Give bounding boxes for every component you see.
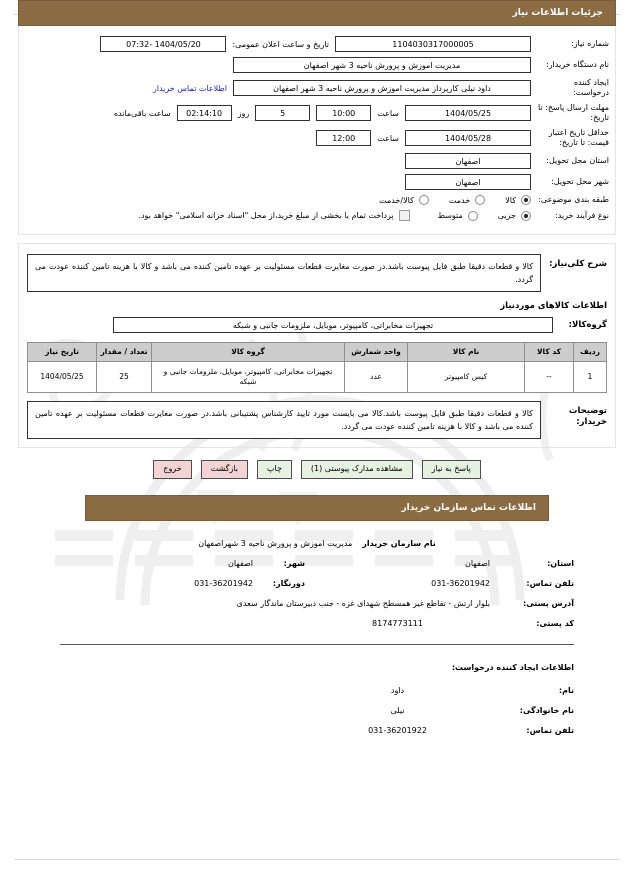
contact-org-value: مدیریت اموزش و پرورش ناحیه 3 شهراصفهان [198, 538, 353, 548]
classification-row [25, 195, 609, 205]
radio-kala-khedmat-label: کالا/خدمت [379, 195, 414, 205]
contact-fax-label: دورنگار: [272, 578, 305, 588]
contact-org-row [60, 539, 574, 548]
table-row[interactable] [28, 361, 607, 392]
buyer-org-value[interactable]: مدیریت اموزش و پرورش ناحیه 3 شهر اصفهان [233, 57, 531, 73]
deadline-hour[interactable]: 10:00 [316, 105, 371, 121]
creator-value[interactable]: داود نیلی کارپرداز مدیریت اموزش و پرورش ناحیه 3 شهر اصفهان [233, 80, 531, 96]
deadline-row [25, 103, 609, 123]
contact-phone-label: تلفن تماس: [526, 578, 574, 588]
contact-address-label: آدرس پستی: [523, 598, 574, 608]
contact-phone-value: 031-36201942 [431, 578, 490, 588]
summary-label: شرح کلی‌نیاز: [549, 259, 607, 269]
deadline-hour-label: ساعت [377, 108, 399, 118]
contact-address-value: بلوار ارتش - تقاطع غیر همسطح شهدای غزه - جنب دبیرستان ماندگار سعدی [236, 598, 490, 608]
city-label: شهر محل تحویل: [551, 177, 609, 186]
answer-need-button[interactable]: پاسخ به نیاز [422, 460, 481, 478]
remaining-days-unit: روز [237, 108, 250, 118]
exit-button[interactable]: خروج [153, 460, 191, 478]
city-value[interactable]: اصفهان [405, 174, 531, 190]
col-group: گروه کالا [152, 343, 345, 361]
announce-label: تاریخ و ساعت اعلان عمومی: [232, 39, 329, 49]
creator-label: ایجاد کننده درخواست: [573, 78, 609, 97]
radio-kala[interactable] [521, 195, 531, 205]
contact-postal-row [60, 619, 574, 628]
contact-postal-label: کد پستی: [536, 618, 574, 628]
cell-date: 1404/05/25 [28, 361, 97, 392]
radio-khedmat[interactable] [475, 195, 485, 205]
view-attachments-button[interactable]: مشاهده مدارک پیوستی (1) [301, 460, 413, 478]
remaining-time[interactable]: 02:14:10 [177, 105, 232, 121]
process-row [25, 210, 609, 221]
cell-code: -- [525, 361, 574, 392]
creator-phone-row [60, 726, 574, 735]
col-code: کد کالا [525, 343, 574, 361]
contact-province-label: استان: [547, 558, 574, 568]
process-label: نوع فرآیند خرید: [555, 210, 609, 220]
validity-hour[interactable]: 12:00 [316, 130, 371, 146]
contact-city-label: شهر: [283, 558, 305, 568]
validity-row [25, 128, 609, 148]
goods-group-label: گروه‌کالا: [568, 320, 607, 331]
creator-last-name-value: نیلی [390, 705, 405, 715]
creator-last-name-row [60, 706, 574, 715]
cell-group: تجهیزات مخابراتی، کامپیوتر، موبایل، ملزومات جانبی و شبکه [152, 361, 345, 392]
buyer-contact-header: اطلاعات تماس سازمان خریدار [85, 495, 549, 521]
buyer-contact-panel [0, 521, 634, 735]
city-row [25, 174, 609, 190]
need-details-header: جزئیات اطلاعات نیاز [18, 0, 616, 26]
cell-qty: 25 [97, 361, 152, 392]
announce-value[interactable]: 1404/05/20 -07:32 [100, 36, 226, 52]
buyer-notes-label: توضیحات خریدار: [568, 406, 607, 428]
creator-info-title: اطلاعات ایجاد کننده درخواست: [451, 662, 574, 672]
summary-row [27, 254, 607, 292]
radio-kala-label: کالا [505, 195, 516, 205]
buyer-notes-text: کالا و قطعات دقیقا طبق فایل پیوست باشد.کالا می بایست مورد تایید کارشناس پشتیبانی باشد.در صورت مغایرت قطعات مسئولیت بر عهده تامین کننده می باشد و کالا با هزینه تامین کننده عودت می گردد. [27, 401, 541, 439]
contact-fax-value: 031-36201942 [194, 578, 253, 588]
contact-phone-row [60, 579, 574, 588]
contact-city-value: اصفهان [227, 558, 253, 568]
creator-phone-value: 031-36201922 [368, 725, 427, 735]
goods-panel [18, 243, 616, 448]
remaining-time-label: ساعت باقی‌مانده [113, 108, 171, 118]
radio-jozi[interactable] [521, 211, 531, 221]
goods-table-header-row [28, 343, 607, 361]
goods-group-value[interactable]: تجهیزات مخابراتی، کامپیوتر، موبایل، ملزومات جانبی و شبکه [113, 317, 553, 333]
contact-divider [60, 644, 574, 645]
col-date: تاریخ نیاز [28, 343, 97, 361]
goods-block-title: اطلاعات کالاهای موردنیاز [500, 301, 607, 312]
col-name: نام کالا [408, 343, 525, 361]
creator-first-name-value: داود [390, 685, 405, 695]
back-button[interactable]: بازگشت [201, 460, 248, 478]
radio-motevaset[interactable] [468, 211, 478, 221]
col-row: ردیف [574, 343, 607, 361]
buyer-org-row [25, 57, 609, 73]
classification-options [379, 195, 531, 205]
radio-kala-khedmat[interactable] [419, 195, 429, 205]
creator-row [25, 78, 609, 98]
contact-province-row [60, 559, 574, 568]
buyer-contact-link[interactable]: اطلاعات تماس خریدار [152, 83, 227, 93]
treasury-checkbox[interactable] [399, 210, 410, 221]
creator-first-name-row [60, 686, 574, 695]
process-options [138, 210, 531, 221]
contact-org-label: نام سازمان خریدار [362, 538, 436, 548]
need-details-panel [18, 26, 616, 235]
cell-row: 1 [574, 361, 607, 392]
creator-last-name-label: نام خانوادگی: [519, 705, 574, 715]
col-qty: تعداد / مقدار [97, 343, 152, 361]
print-button[interactable]: چاپ [257, 460, 292, 478]
classification-label: طبقه بندی موضوعی: [538, 195, 609, 204]
province-value[interactable]: اصفهان [405, 153, 531, 169]
buyer-notes-row [27, 401, 607, 439]
creator-first-name-label: نام: [558, 685, 574, 695]
cell-name: کیس کامپیوتر [408, 361, 525, 392]
deadline-date[interactable]: 1404/05/25 [405, 105, 531, 121]
goods-table [27, 342, 607, 393]
cell-unit: عدد [345, 361, 408, 392]
contact-address-row [60, 599, 574, 608]
goods-group-row [27, 317, 607, 333]
remaining-days[interactable]: 5 [255, 105, 310, 121]
radio-motevaset-label: متوسط [437, 211, 463, 220]
province-row [25, 153, 609, 169]
need-number-label: شماره نیاز: [571, 39, 609, 48]
summary-text: کالا و قطعات دقیقا طبق فایل پیوست باشد.در صورت مغایرت قطعات مسئولیت بر عهده تامین کننده می باشد و کالا با هزینه تامین کننده عودت می گردد. [27, 254, 541, 292]
contact-province-value: اصفهان [464, 558, 490, 568]
treasury-checkbox-label: پرداخت تمام یا بخشی از مبلغ خرید،از محل "اسناد خزانه اسلامی" خواهد بود. [138, 211, 394, 220]
buyer-org-label: نام دستگاه خریدار: [546, 60, 609, 69]
validity-date[interactable]: 1404/05/28 [405, 130, 531, 146]
deadline-label: مهلت ارسال پاسخ: تا تاریخ: [537, 103, 609, 122]
province-label: استان محل تحویل: [546, 156, 609, 165]
bottom-divider [14, 859, 620, 860]
need-number-value[interactable]: 1104030317000005 [335, 36, 531, 52]
validity-label: حداقل تاریخ اعتبار قیمت: تا تاریخ: [548, 128, 609, 147]
radio-jozi-label: جزیی [497, 211, 516, 220]
action-buttons [0, 460, 634, 478]
validity-hour-label: ساعت [377, 133, 399, 143]
col-unit: واحد شمارش [345, 343, 408, 361]
radio-khedmat-label: خدمت [448, 195, 471, 205]
creator-phone-label: تلفن تماس: [526, 725, 574, 735]
contact-postal-value: 8174773111 [372, 618, 423, 628]
need-number-row [25, 36, 609, 52]
